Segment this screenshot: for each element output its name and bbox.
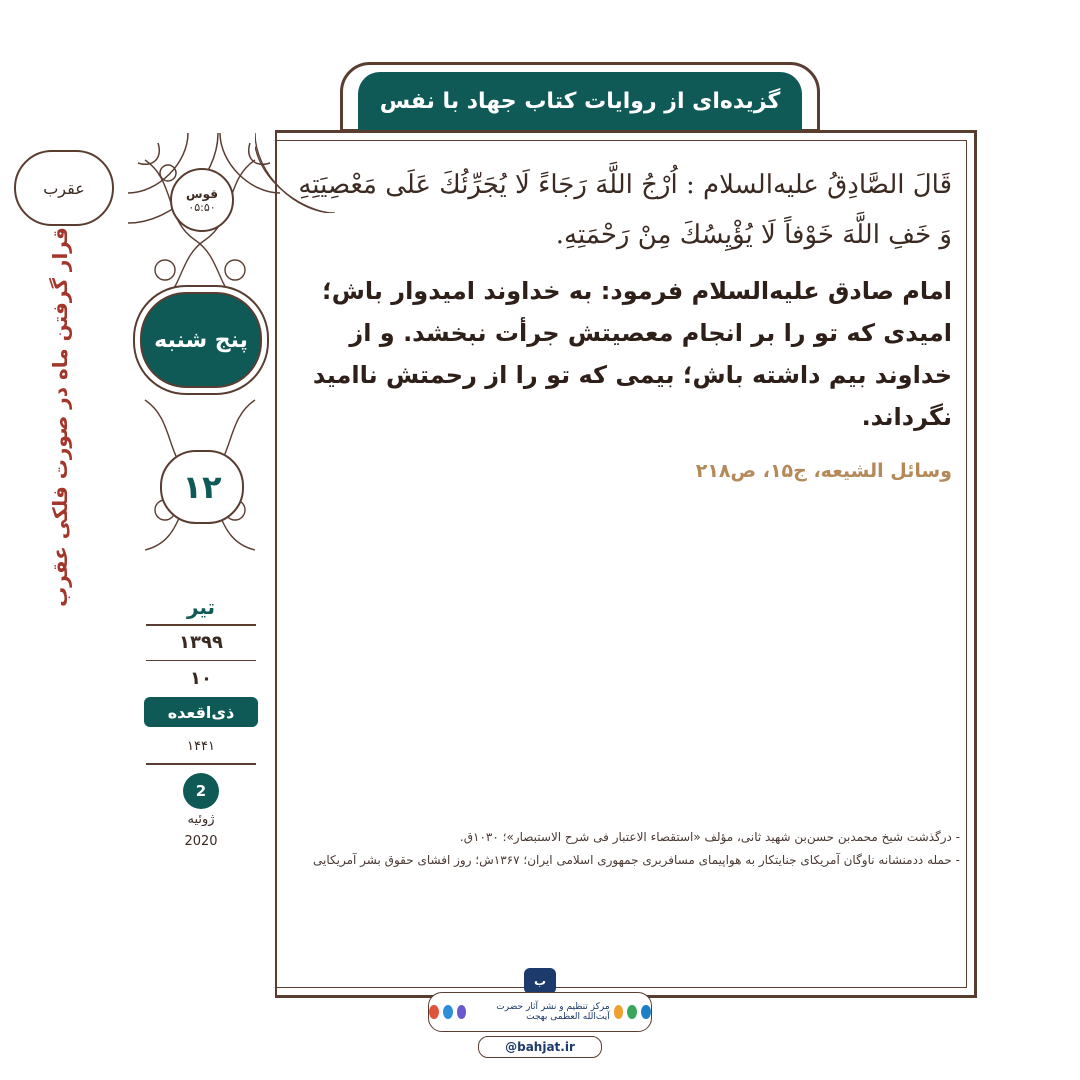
solar-month: تیر	[186, 595, 216, 619]
social-footer	[428, 992, 652, 1032]
zodiac-badge	[14, 150, 114, 226]
greg-day: 2	[183, 773, 219, 809]
vertical-note	[40, 227, 80, 607]
note-line: - درگذشت شیخ محمدبن حسن‌بن شهید ثانی، مؤلف «استقصاء الاعتبار فی شرح الاستبصار»؛ ۱۰۳۰ق.	[459, 830, 960, 844]
note-line: - حمله ددمنشانه ناوگان آمریکای جنایتکار به هواپیمای مسافربری جمهوری اسلامی ایران؛ ۱۳۶۷ش؛ روز افشای حقوق بشر آمریکایی	[313, 853, 960, 867]
hadith-source: وسائل الشیعه، ج۱۵، ص۲۱۸	[695, 460, 952, 482]
persian-translation: امام صادق عليه‌السلام فرمود: به خداوند امیدوار باش؛ امیدی که تو را بر انجام معصیتش جرأت نبخشد. و از خداوند بیم داشته باش؛ بیمی که تو را از رحمتش ناامید نگرداند.	[312, 277, 952, 431]
day-number-badge	[160, 450, 244, 524]
page-title: گزیده‌ای از روایات کتاب جهاد با نفس	[358, 72, 802, 130]
hijri-year: ۱۴۴۱	[187, 738, 215, 754]
moon-zodiac-badge	[170, 168, 234, 232]
bahjat-logo-icon: ب	[524, 968, 556, 994]
zodiac-small-name: قوس	[186, 186, 218, 201]
arabic-hadith: قَالَ الصَّادِقُ عليه‌السلام : اُرْجُ اللَّهَ رَجَاءً لَا يُجَرِّئُكَ عَلَى مَعْصِيَتِهِ وَ خَفِ اللَّهَ خَوْفاً لَا يُؤْيِسُكَ مِنْ رَحْمَتِهِ.	[298, 170, 952, 250]
occasions-notes	[290, 826, 960, 872]
soroush-icon[interactable]	[614, 1005, 624, 1019]
zodiac-name: عقرب	[43, 178, 85, 198]
aparat-icon[interactable]	[627, 1005, 637, 1019]
divider	[146, 763, 256, 765]
hijri-day: ۱۰	[190, 667, 212, 689]
moon-position-note: قرار گرفتن ماه در صورت فلکی عقرب	[48, 227, 72, 607]
greg-year: 2020	[184, 834, 218, 849]
hijri-month: ذی‌اقعده	[144, 697, 258, 727]
brand-name: مرکز تنظیم و نشر آثار حضرت آیت‌الله العظمی بهجت	[496, 1002, 610, 1022]
telegram-icon[interactable]	[443, 1005, 453, 1019]
site-handle[interactable]: @bahjat.ir	[478, 1036, 602, 1058]
hadith-content	[290, 160, 952, 482]
date-block	[140, 590, 262, 855]
greg-month: ژوئیه	[187, 812, 215, 827]
website-icon[interactable]	[641, 1005, 651, 1019]
weekday-badge	[140, 292, 262, 388]
instagram-icon[interactable]	[429, 1005, 439, 1019]
day-number: ۱۲	[182, 468, 222, 506]
zodiac-small-time: ۰۵:۵۰	[188, 200, 216, 214]
solar-year: ۱۳۹۹	[179, 632, 223, 653]
eitaa-icon[interactable]	[457, 1005, 467, 1019]
weekday-label: پنج شنبه	[154, 327, 248, 353]
